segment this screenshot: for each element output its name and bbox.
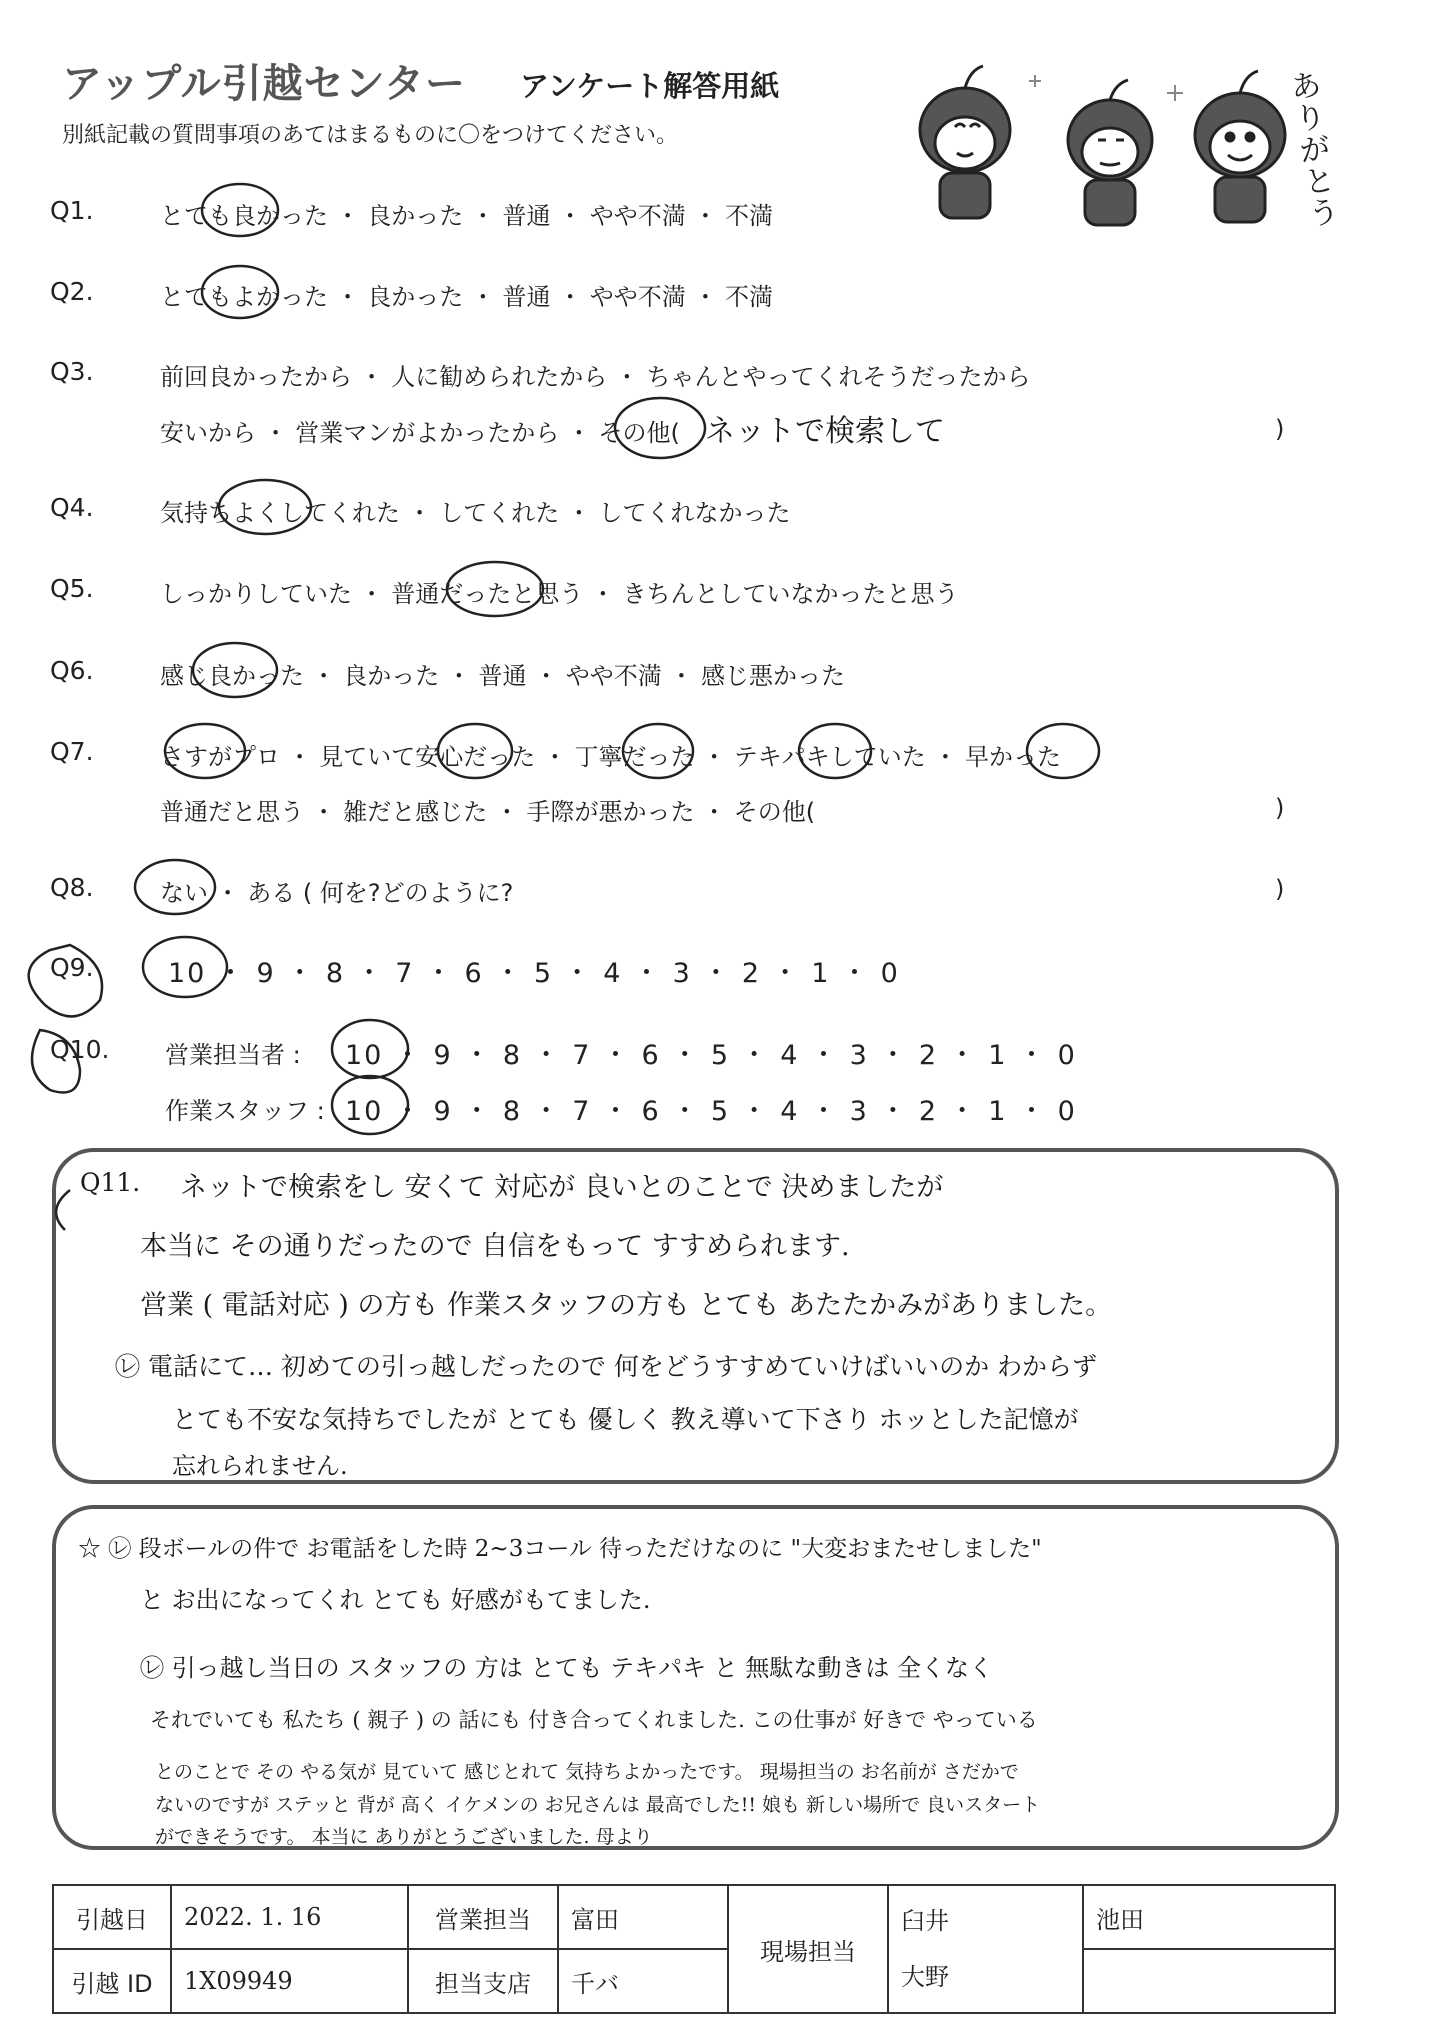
site-name: 池田 (1083, 1885, 1335, 1949)
move-date-label: 引越日 (53, 1885, 171, 1949)
q10-sales-scale: 10 ・ 9 ・ 8 ・ 7 ・ 6 ・ 5 ・ 4 ・ 3 ・ 2 ・ 1 ・ 0 (345, 1040, 1077, 1071)
q9-scale: 10 ・ 9 ・ 8 ・ 7 ・ 6 ・ 5 ・ 4 ・ 3 ・ 2 ・ 1 ・ 0 (168, 958, 900, 989)
q7-close-paren: ) (1275, 794, 1285, 822)
monkey-icon (1068, 80, 1152, 225)
move-id-label: 引越 ID (53, 1949, 171, 2013)
q1-label: Q1. (50, 196, 94, 225)
q4-label: Q4. (50, 493, 94, 522)
instruction-text: 別紙記載の質問事項のあてはまるものに〇をつけてください。 (62, 123, 679, 148)
site-name: 臼井 (901, 1907, 949, 1935)
comment-line: ができそうです。 本当に ありがとうございました. 母より (155, 1826, 653, 1848)
comment-line: ☆ ㋹ 段ボールの件で お電話をした時 2~3コール 待っただけなのに "大変おまたせしました" (78, 1536, 1042, 1562)
q10-staff-scale: 10 ・ 9 ・ 8 ・ 7 ・ 6 ・ 5 ・ 4 ・ 3 ・ 2 ・ 1 ・ 0 (345, 1096, 1077, 1127)
move-id-value: 1X09949 (171, 1949, 408, 2013)
branch-value: 千バ (558, 1949, 728, 2013)
sales-name: 富田 (558, 1885, 728, 1949)
monkey-mascot-illustration (895, 55, 1335, 235)
q10-sales-label: 営業担当者 : (165, 1041, 301, 1069)
q2-options: とてもよかった ・ 良かった ・ 普通 ・ やや不満 ・ 不満 (160, 283, 774, 311)
q7-options-line2: 普通だと思う ・ 雑だと感じた ・ 手際が悪かった ・ その他( (160, 798, 816, 826)
q8-options: ない ・ ある ( 何を?どのように? (160, 879, 514, 907)
comment-line: それでいても 私たち ( 親子 ) の 話にも 付き合ってくれました. この仕事が 好きで やっている (150, 1708, 1038, 1732)
sparkle-icon (1029, 75, 1183, 101)
comment-line: 本当に その通りだったので 自信をもって すすめられます. (140, 1231, 850, 1262)
q7-options-line1: さすがプロ ・ 見ていて安心だった ・ 丁寧だった ・ テキパキしていた ・ 早かった (160, 743, 1062, 771)
comment-line: とのことで その やる気が 見ていて 感じとれて 気持ちよかったです。 現場担当の お名前が さだかで (155, 1761, 1019, 1783)
q8-label: Q8. (50, 873, 94, 902)
thanks-text: ありがとう (1288, 67, 1342, 233)
site-name: 大野 (901, 1963, 949, 1991)
comment-line: ㋹ 引っ越し当日の スタッフの 方は とても テキパキ と 無駄な動きは 全くなく (140, 1654, 994, 1682)
q11-label: Q11. (80, 1168, 141, 1197)
form-title: アンケート解答用紙 (520, 69, 780, 103)
q7-label: Q7. (50, 737, 94, 766)
q1-options: とても良かった ・ 良かった ・ 普通 ・ やや不満 ・ 不満 (160, 202, 774, 230)
q6-options: 感じ良かった ・ 良かった ・ 普通 ・ やや不満 ・ 感じ悪かった (160, 662, 846, 690)
comment-line: ネットで検索をし 安くて 対応が 良いとのことで 決めましたが (180, 1172, 944, 1203)
comment-line: 営業 ( 電話対応 ) の方も 作業スタッフの方も とても あたたかみがありました。 (140, 1290, 1113, 1321)
q10-staff-label: 作業スタッフ : (165, 1097, 325, 1125)
q3-options-line1: 前回良かったから ・ 人に勧められたから ・ ちゃんとやってくれそうだったから (160, 363, 1031, 391)
branch-label: 担当支店 (408, 1949, 558, 2013)
q10-label: Q10. (50, 1035, 110, 1064)
sales-label: 営業担当 (408, 1885, 558, 1949)
q4-options: 気持ちよくしてくれた ・ してくれた ・ してくれなかった (160, 499, 791, 527)
site-names-col1 (888, 1885, 1083, 2013)
q2-label: Q2. (50, 277, 94, 306)
empty-cell (1083, 1949, 1335, 2013)
comment-line: ㋹ 電話にて… 初めての引っ越しだったので 何をどうすすめていけばいいのか わからず (115, 1352, 1098, 1381)
q9-label: Q9. (50, 953, 94, 982)
site-label: 現場担当 (728, 1885, 888, 2013)
q3-options-line2: 安いから ・ 営業マンがよかったから ・ その他( (160, 419, 680, 447)
company-name: アップル引越センター (62, 61, 466, 107)
move-date-value: 2022. 1. 16 (171, 1885, 408, 1949)
comment-line: と お出になってくれ とても 好感がもてました. (140, 1586, 651, 1614)
comment-line: ないのですが ステッと 背が 高く イケメンの お兄さんは 最高でした!! 娘も 新しい場所で 良いスタート (155, 1794, 1041, 1816)
q6-label: Q6. (50, 656, 94, 685)
monkey-icon (1195, 71, 1285, 222)
q5-options: しっかりしていた ・ 普通だったと思う ・ きちんとしていなかったと思う (160, 580, 959, 608)
q3-label: Q3. (50, 357, 94, 386)
comment-line: 忘れられません. (172, 1452, 348, 1480)
q8-close-paren: ) (1275, 875, 1285, 903)
monkey-icon (920, 66, 1010, 218)
comment-line: とても不安な気持ちでしたが とても 優しく 教え導いて下さり ホッとした記憶が (172, 1405, 1079, 1434)
q3-other-handwriting: ネットで検索して (705, 414, 945, 449)
q5-label: Q5. (50, 574, 94, 603)
q3-close-paren: ) (1275, 415, 1285, 443)
footer-table (52, 1884, 1336, 2014)
